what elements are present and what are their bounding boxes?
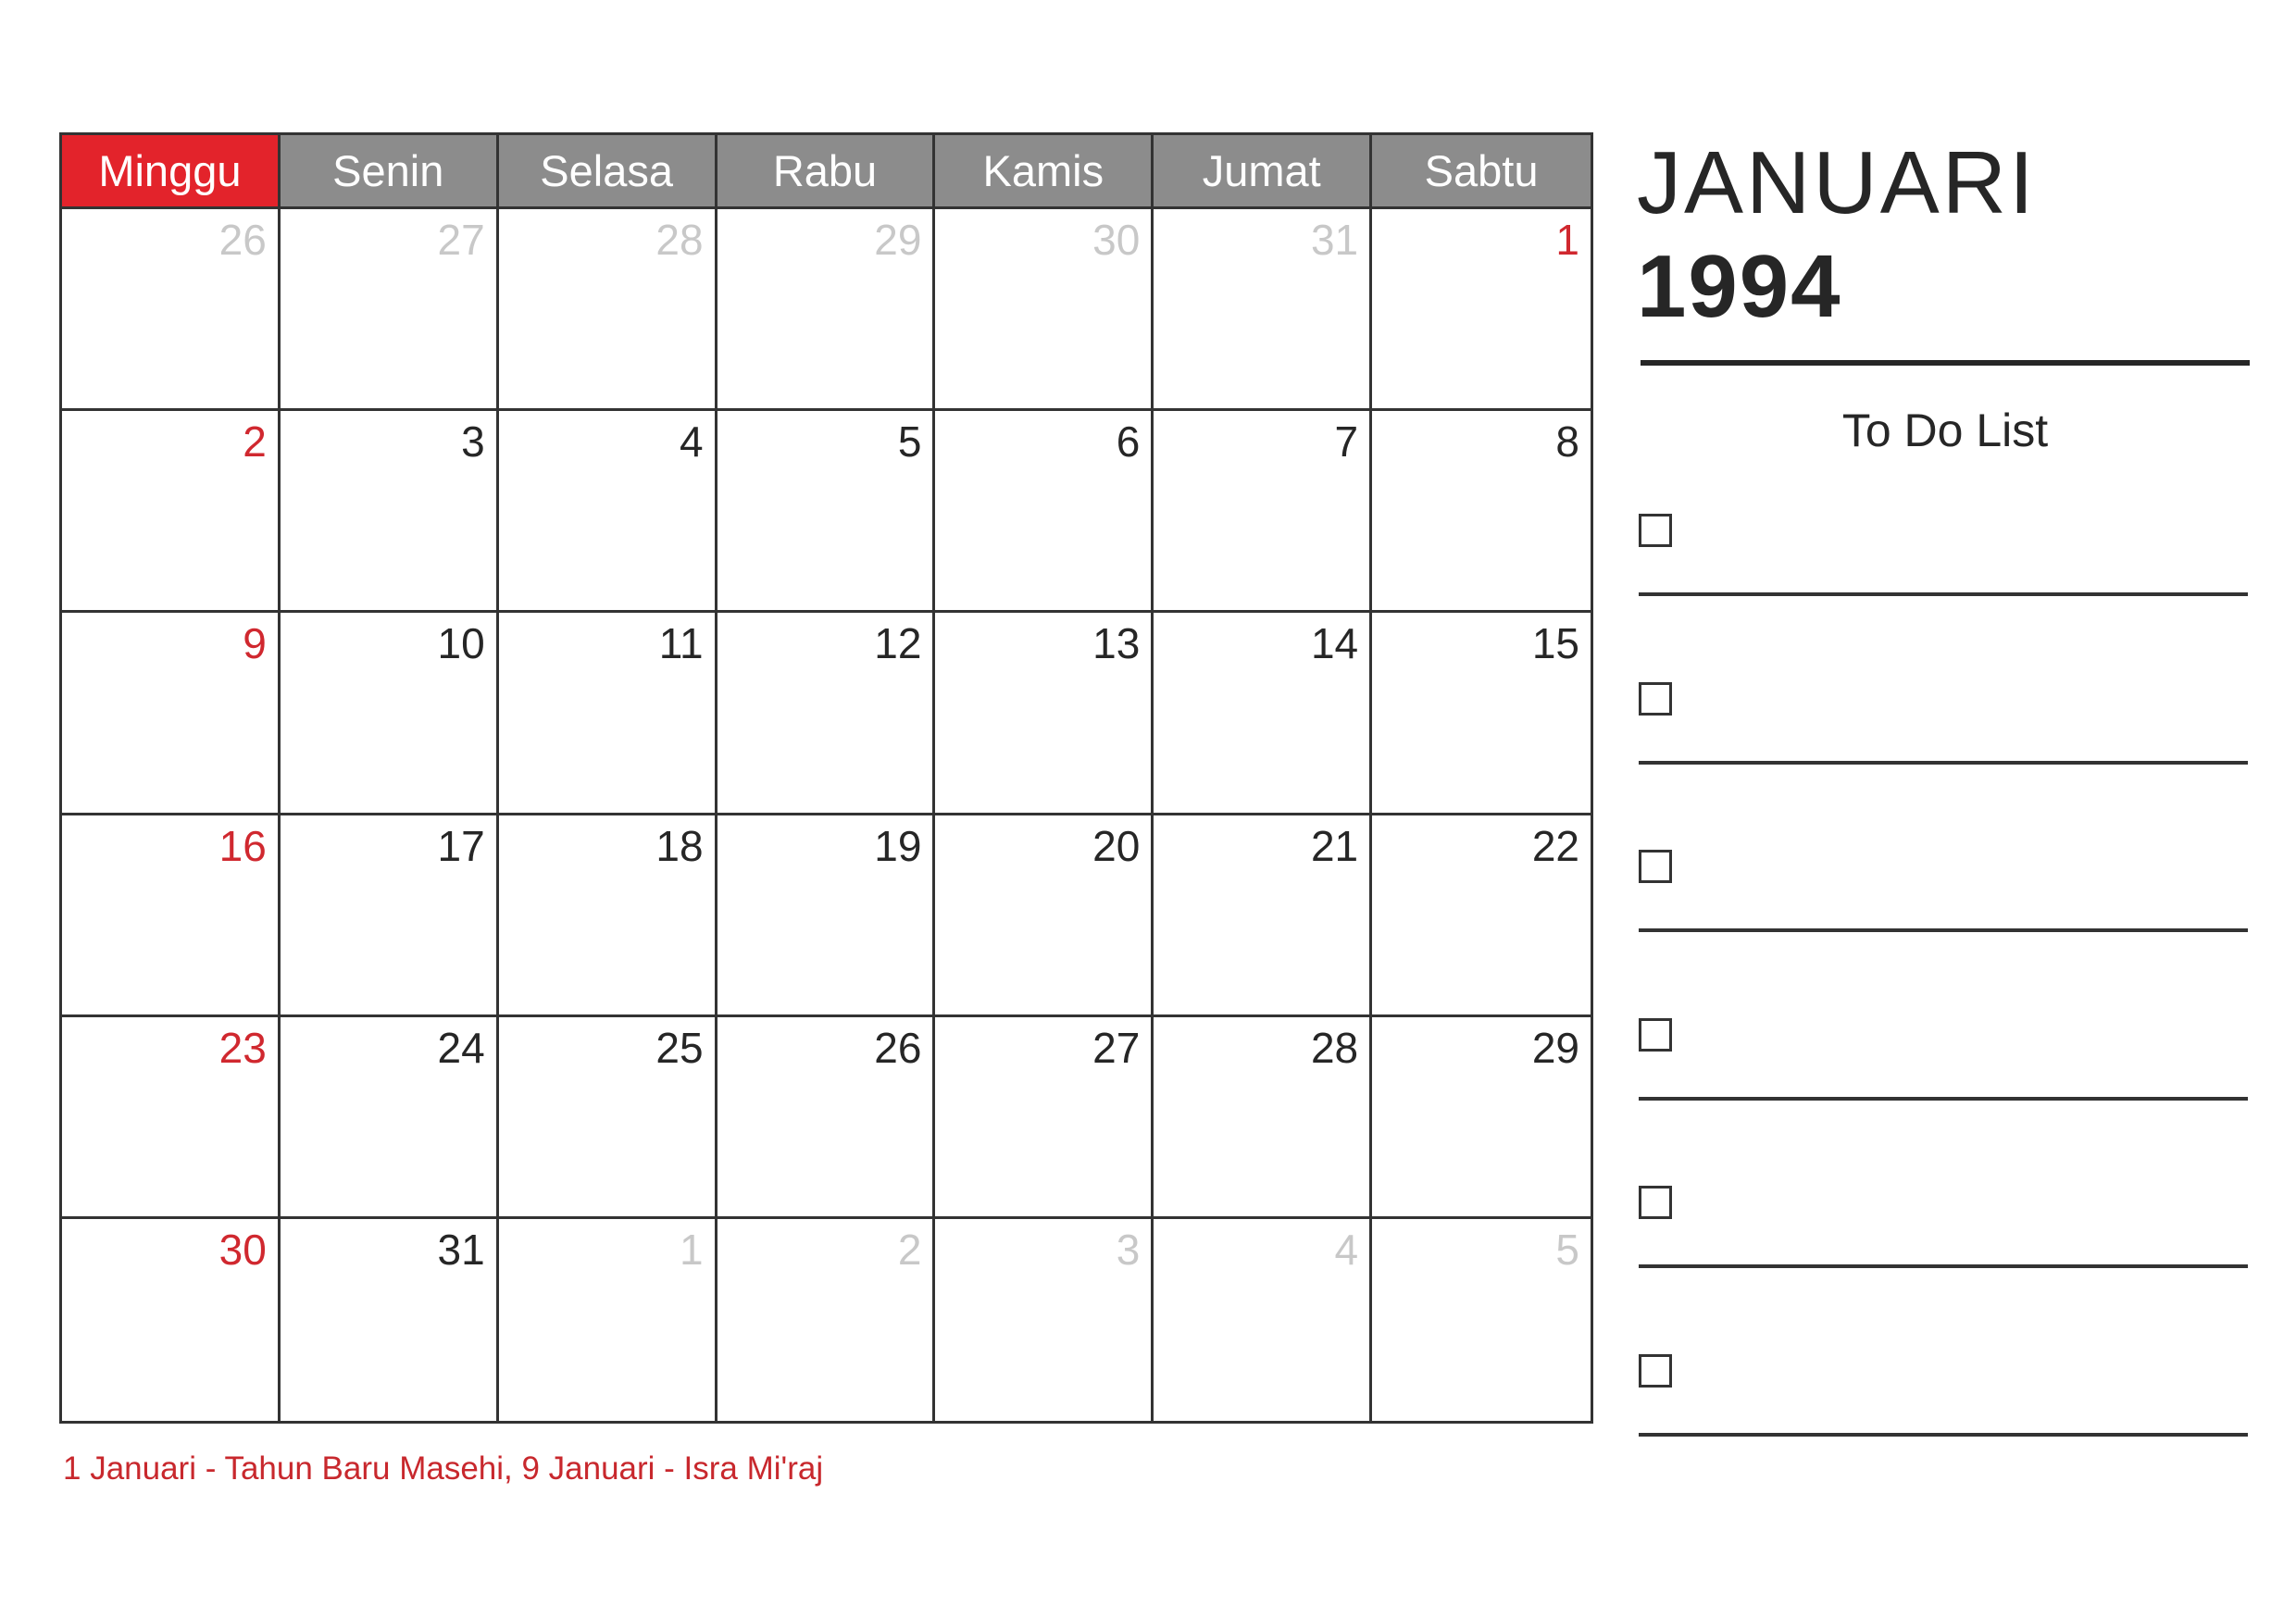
day-cell bbox=[935, 209, 1154, 411]
day-cell bbox=[499, 1219, 718, 1421]
day-number: 1 bbox=[1555, 216, 1579, 264]
day-cell bbox=[499, 613, 718, 815]
weekday-header: Jumat bbox=[1154, 135, 1372, 209]
day-number: 8 bbox=[1555, 417, 1579, 467]
day-cell bbox=[718, 613, 936, 815]
day-cell bbox=[1154, 1017, 1372, 1219]
day-number: 25 bbox=[655, 1023, 704, 1072]
day-number: 10 bbox=[437, 619, 485, 668]
day-cell bbox=[1372, 209, 1591, 411]
day-number: 28 bbox=[1310, 1023, 1359, 1072]
day-cell bbox=[281, 1017, 499, 1219]
weekday-header: Kamis bbox=[935, 135, 1154, 209]
weekday-header: Selasa bbox=[499, 135, 718, 209]
day-number: 26 bbox=[874, 1023, 922, 1072]
weekday-header: Sabtu bbox=[1372, 135, 1591, 209]
day-number: 12 bbox=[874, 619, 922, 668]
day-number: 13 bbox=[1092, 619, 1141, 668]
day-cell bbox=[499, 815, 718, 1017]
day-cell bbox=[1372, 411, 1591, 613]
day-number: 4 bbox=[679, 417, 704, 467]
todo-checkbox[interactable] bbox=[1639, 1018, 1672, 1052]
day-cell bbox=[62, 613, 281, 815]
day-cell bbox=[281, 411, 499, 613]
todo-item bbox=[1639, 514, 2250, 606]
day-number: 28 bbox=[655, 216, 704, 264]
day-cell bbox=[1372, 613, 1591, 815]
todo-checkbox[interactable] bbox=[1639, 850, 1672, 883]
day-number: 5 bbox=[897, 417, 922, 467]
day-number: 18 bbox=[655, 821, 704, 870]
day-cell bbox=[499, 1017, 718, 1219]
day-cell bbox=[1154, 613, 1372, 815]
day-number: 15 bbox=[1531, 619, 1579, 668]
todo-item bbox=[1639, 1354, 2250, 1447]
day-number: 6 bbox=[1116, 417, 1141, 467]
day-cell bbox=[62, 209, 281, 411]
day-number: 24 bbox=[437, 1023, 485, 1072]
todo-line bbox=[1639, 928, 2248, 932]
day-cell bbox=[281, 209, 499, 411]
weekday-header: Minggu bbox=[62, 135, 281, 209]
day-number: 19 bbox=[874, 821, 922, 870]
todo-item bbox=[1639, 1018, 2250, 1111]
day-cell bbox=[281, 1219, 499, 1421]
day-number: 5 bbox=[1555, 1225, 1579, 1274]
day-cell bbox=[499, 411, 718, 613]
day-cell bbox=[935, 613, 1154, 815]
day-number: 3 bbox=[461, 417, 485, 467]
weekday-header: Rabu bbox=[718, 135, 936, 209]
day-cell bbox=[62, 1219, 281, 1421]
day-cell bbox=[935, 1017, 1154, 1219]
day-cell bbox=[1154, 1219, 1372, 1421]
day-number: 16 bbox=[218, 821, 267, 870]
day-number: 27 bbox=[1092, 1023, 1141, 1072]
day-number: 31 bbox=[437, 1225, 485, 1274]
year-title: 1994 bbox=[1637, 237, 1842, 336]
day-number: 3 bbox=[1116, 1225, 1141, 1274]
todo-checkbox[interactable] bbox=[1639, 682, 1672, 716]
holiday-note: 1 Januari - Tahun Baru Masehi, 9 Januari - Isra Mi'raj bbox=[63, 1450, 824, 1487]
day-cell bbox=[935, 411, 1154, 613]
todo-item bbox=[1639, 850, 2250, 942]
month-title: JANUARI bbox=[1637, 133, 2037, 232]
todo-line bbox=[1639, 1264, 2248, 1268]
day-number: 4 bbox=[1334, 1225, 1359, 1274]
calendar-grid bbox=[59, 132, 1593, 1424]
day-number: 9 bbox=[243, 619, 267, 668]
day-cell bbox=[281, 815, 499, 1017]
day-number: 2 bbox=[243, 417, 267, 467]
day-number: 17 bbox=[437, 821, 485, 870]
title-divider bbox=[1641, 360, 2250, 366]
day-cell bbox=[1154, 411, 1372, 613]
day-cell bbox=[62, 1017, 281, 1219]
day-cell bbox=[281, 613, 499, 815]
day-number: 14 bbox=[1310, 619, 1359, 668]
todo-item bbox=[1639, 1186, 2250, 1278]
day-number: 29 bbox=[874, 216, 922, 264]
day-cell bbox=[62, 411, 281, 613]
day-cell bbox=[1154, 209, 1372, 411]
todo-item bbox=[1639, 682, 2250, 775]
day-cell bbox=[499, 209, 718, 411]
day-number: 11 bbox=[658, 619, 704, 668]
day-number: 30 bbox=[1092, 216, 1141, 264]
todo-line bbox=[1639, 1433, 2248, 1437]
day-cell bbox=[1372, 1017, 1591, 1219]
day-number: 23 bbox=[218, 1023, 267, 1072]
todo-list-title: To Do List bbox=[1841, 404, 2049, 456]
weekday-header: Senin bbox=[281, 135, 499, 209]
day-number: 30 bbox=[218, 1225, 267, 1274]
todo-line bbox=[1639, 592, 2248, 596]
day-number: 27 bbox=[437, 216, 485, 264]
day-cell bbox=[718, 1017, 936, 1219]
day-cell bbox=[1372, 1219, 1591, 1421]
day-cell bbox=[718, 815, 936, 1017]
todo-line bbox=[1639, 761, 2248, 765]
day-cell bbox=[935, 815, 1154, 1017]
day-cell bbox=[718, 209, 936, 411]
day-number: 1 bbox=[679, 1225, 704, 1274]
day-number: 26 bbox=[218, 216, 267, 264]
day-number: 29 bbox=[1531, 1023, 1579, 1072]
day-number: 7 bbox=[1334, 417, 1359, 467]
day-number: 20 bbox=[1092, 821, 1141, 870]
todo-checkbox[interactable] bbox=[1639, 1354, 1672, 1388]
day-cell bbox=[1154, 815, 1372, 1017]
day-cell bbox=[718, 411, 936, 613]
day-number: 2 bbox=[897, 1225, 922, 1274]
day-cell bbox=[62, 815, 281, 1017]
day-number: 21 bbox=[1310, 821, 1359, 870]
todo-line bbox=[1639, 1097, 2248, 1101]
todo-checkbox[interactable] bbox=[1639, 1186, 1672, 1219]
day-number: 22 bbox=[1531, 821, 1579, 870]
day-cell bbox=[718, 1219, 936, 1421]
day-cell bbox=[1372, 815, 1591, 1017]
todo-checkbox[interactable] bbox=[1639, 514, 1672, 547]
day-cell bbox=[935, 1219, 1154, 1421]
day-number: 31 bbox=[1310, 216, 1359, 264]
